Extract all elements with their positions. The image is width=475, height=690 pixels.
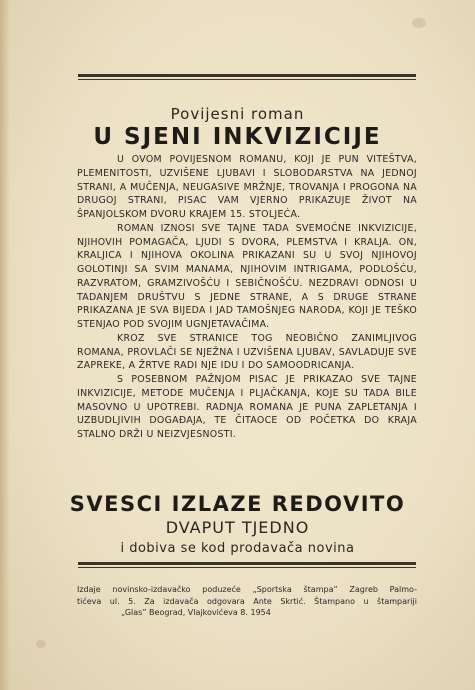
page-edge-shadow [0,0,10,690]
banner-frequency: DVAPUT TJEDNO [165,518,310,537]
paragraph-1: U OVOM POVIJESNOM ROMANU, KOJI JE PUN VITEŠTVA, PLEMENITOSTI, UZVIŠENE LJUBAVI I SLOBODARSTVA NA JEDNOJ STRANI, A MUČENJA, NEUGASIVE MRŽNJE, TROVANJA I PROGONA NA DRUGOJ STRANI, PISAC VAM VJERNO PRIKAZUJE ŽIVOT NA ŠPANJOLSKOM DVORU KRAJEM 15. STOLJEĆA. [77,154,417,220]
banner-headline: SVESCI IZLAZE REDOVITO [69,492,406,516]
book-title: U SJENI INKVIZICIJE [93,124,382,150]
paper-stain [36,640,46,648]
publisher-imprint [77,584,417,619]
banner-availability: i dobiva se kod prodavača novina [120,541,355,556]
paper-stain [412,18,426,28]
top-double-rule [78,74,416,80]
genre-kicker: Povijesni roman [170,105,305,123]
imprint-line-1: Izdaje novinsko-izdavačko poduzeće „Sportska štampa” Zagreb Palmo- [77,585,417,594]
imprint-line-3: „Glas” Beograd, Vlajkovićeva 8. 1954 [121,608,271,617]
publication-banner [0,492,475,558]
paragraph-3: KROZ SVE STRANICE TOG NEOBIČNO ZANIMLJIVOG ROMANA, PROVLAČI SE NJEŽNA I UZVIŠENA LJUBAV, SAVLADUJE SVE ZAPREKE, A ŽRTVE RADI NJE IDU I DO SAMOODRICANJA. [77,332,417,372]
bottom-double-rule [78,562,416,568]
description-text [77,153,417,442]
paragraph-2: ROMAN IZNOSI SVE TAJNE TADA SVEMOĆNE INKVIZICIJE, NJIHOVIH POMAGAČA, LJUDI S DVORA, PLEMSTVA I KRALJA. ON, KRALJICA I NJIHOVA OKOLINA PRIKAZANI SU U SVOJ NJIHOVOJ GOLOTINJI SA SVIM MANAMA, NJIHOVIM INTRIGAMA, PODLOŠĆU, RAZVRATOM, GRAMZIVOŠĆU I SEBIČNOŠĆU. NEZDRAVI ODNOSI U TADANJEM DRUŠTVU S JEDNE STRANE, A S DRUGE STRANE PRIKAZANA JE SVA BIJEDA I JAD TAMOŠNJEG NARODA, KOJI JE TEŠKO STENJAO POD SVOJIM UGNJETAVAČIMA. [77,222,417,330]
imprint-line-2: tićeva ul. 5. Za izdavača odgovara Ante Skrtić. Štampano u štampariji [77,596,417,606]
paragraph-4: S POSEBNOM PAŽNJOM PISAC JE PRIKAZAO SVE TAJNE INKVIZICIJE, METODE MUČENJA I PLJAČKANJA, KOJE SU TADA BILE MASOVNO U UPOTREBI. RADNJA ROMANA JE PUNA ZAPLETANJA I UZBUDLJIVIH DOGAĐAJA, TE ČITAOCE OD POČETKA DO KRAJA STALNO DRŽI U NEIZVJESNOSTI. [77,374,417,440]
